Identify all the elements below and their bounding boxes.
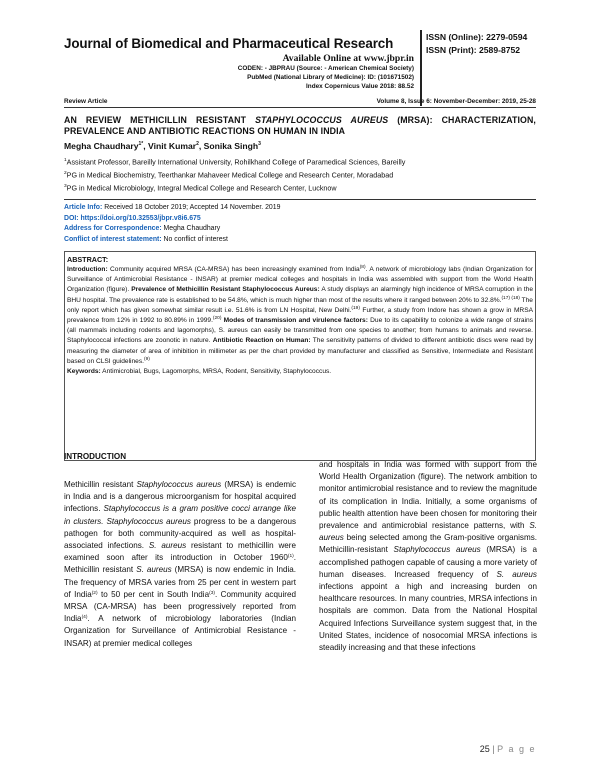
author-list: Megha Chaudhary$^{1*}$, Vinit Kumar$^2$, Sonika Singh$^3$ <box>64 141 261 151</box>
doi-link[interactable]: https://doi.org/10.32553/jbpr.v8i6.675 <box>78 214 201 222</box>
author-name: Vinit Kumar <box>148 141 197 151</box>
dates-line: Article Info: Received 18 October 2019; Accepted 14 November. 2019 <box>64 204 281 211</box>
coden-line: CODEN: - JBPRAU (Source: - American Chemical Society) <box>237 65 414 72</box>
index-line: Index Copernicus Value 2018: 88.52 <box>306 83 414 91</box>
paragraph: and hospitals in India was formed with support from the World Health Organization (figure). The network ambition to monitor antimicrobial resistance and to review the magnitude of its complication in India. Initially, a some organisms of public health attention have been chosen for monitoring their prevalence and antimicrobial resistance patterns, with S. aureus being selected among the Gram-positive organisms. Methicillin-resistant Staphylococcus aureus (MRSA) is a accomplished pathogen capable of causing a more variety of human diseases. Increased frequency of S. aureus infections appoint a high and increasing burden on healthcare resources. In many countries, MRSA infections in hospitals are common. Data from the National Hospital Acquired Infections Surveillance system suggest that, in the United States, incidence of nosocomial MRSA infections is steadily increasing and that these infections <box>319 460 537 653</box>
page-footer: 25 | P a g e <box>479 744 536 754</box>
header-divider <box>420 30 422 106</box>
intro-heading: INTRODUCTION <box>64 452 127 461</box>
affiliation: $^2$PG in Medical Biochemistry, Teerthankar Mahaveer Medical College and Research Center, Moradabad <box>64 170 394 180</box>
affiliation: $^3$PG in Medical Microbiology, Integral Medical College and Research Center, Lucknow <box>64 183 337 193</box>
journal-header <box>64 36 414 92</box>
left-column <box>64 479 296 650</box>
article-type: Review Article <box>64 98 108 105</box>
volume-info: Volume 8, Issue 6: November-December: 2019, 25-28 <box>376 98 536 105</box>
conflict-line: Conflict of interest statement: No conflict of interest <box>64 235 228 243</box>
right-column <box>319 459 537 654</box>
author-name: Sonika Singh <box>203 141 259 151</box>
page-label: P a g e <box>497 744 536 754</box>
correspondence-line: Address for Correspondence: Megha Chaudhary <box>64 225 221 233</box>
issn-online: ISSN (Online): 2279-0594 <box>426 32 528 42</box>
keywords: Keywords: Antimicrobial, Bugs, Lagomorphs, MRSA, Rodent, Sensitivity, Staphylococcus. <box>67 368 332 376</box>
affiliations <box>64 155 405 194</box>
affil-rule <box>64 199 536 200</box>
page-number: 25 <box>479 744 490 754</box>
available-online: Available Online at www.jbpr.in <box>282 53 414 64</box>
article-info <box>64 203 280 245</box>
issn-print: ISSN (Print): 2589-8752 <box>426 45 521 55</box>
pubmed-line: PubMed (National Library of Medicine): ID: (101671502) <box>247 74 414 82</box>
abstract-box <box>64 251 536 461</box>
issn-block <box>426 31 527 57</box>
abstract-heading: ABSTRACT: <box>67 255 109 264</box>
paragraph: Methicillin resistant Staphylococcus aureus (MRSA) is endemic in India and is a dangerous microorganism for hospital acquired infections. Staphylococcus is a gram positive cocci arrange like in clusters. Staphylococcus aureus progress to be a dangerous pathogen for both community-acquired as well as hospital-associated infections. S. aureus resistant to methicillin were examined soon after its introduction in October 1960$^{(1)}$. Methicillin resistant S. aureus (MRSA) is now endemic in India. The frequency of MRSA varies from 25 per cent in western part of India$^{(2)}$ to 50 per cent in South India$^{(3)}$. Community acquired MRSA (CA-MRSA) has been progressively reported from India$^{(4)}$. A network of microbiology laboratories (Indian Organization for Surveillance of Antimicrobial Resistance - INSAR) at premier medical colleges <box>64 480 297 648</box>
header-rule <box>64 107 536 108</box>
journal-title: Journal of Biomedical and Pharmaceutical Research <box>64 36 394 51</box>
article-meta-row <box>64 98 536 105</box>
affiliation: $^1$Assistant Professor, Bareilly International University, Rohilkhand College of Paramedical Sciences, Bareilly <box>64 157 406 167</box>
author-name: Megha Chaudhary <box>64 141 139 151</box>
abstract-text: Introduction: Community acquired MRSA (CA-MRSA) has been increasingly examined from India$^{(8)}$. A network of microbiology labs (Indian Organization for Surveillance of Antimicrobial Resistance - INSAR) at premier medical colleges and hospitals in India was assembled with support from the World Health Organization (figure). Prevalence of Methicillin Resistant Staphylococcus Aureus: A study displays an alarmingly high incidence of MRSA corruption in the BHU hospital. The prevalence rate is established to be 54.8%, which is much higher than most of the results where it ranged between 20% to 32.8%.$^{(17) (18)}$ The only report which has given somewhat similar result i.e. 51.6% is from LN Hospital, New Delhi.$^{(19)}$ Further, a study from Indore has shown a grow in MRSA prevalence from 12% in 1992 to 80.89% in 1999.$^{(20)}$ Modes of transmission and virulence factors: Due to its capability to colonize a wide range of strains (all mammals including rodents and lagomorphs), S. aureus can easily be transmitted from one species to another; from humans to animals and reverse. Staphylococcal infections are zoonotic in nature. Antibiotic Reaction on Human: The sensitivity patterns of divided to different antibiotic discs were read by measuring the diameter of area of inhibition in millimeter as per the chart provided by manufacturer and classified as Sensitive, Intermediate and Resistant based on CLSI guidelines.$^{(9)}$ <box>67 265 533 365</box>
article-title: AN REVIEW METHICILLIN RESISTANT STAPHYLOCOCCUS AUREUS (MRSA): CHARACTERIZATION, PREVALENCE AND ANTIBIOTIC REACTIONS ON HUMAN IN INDIA <box>64 115 536 136</box>
doi-line[interactable]: DOI: https://doi.org/10.32553/jbpr.v8i6.675 <box>64 214 201 222</box>
